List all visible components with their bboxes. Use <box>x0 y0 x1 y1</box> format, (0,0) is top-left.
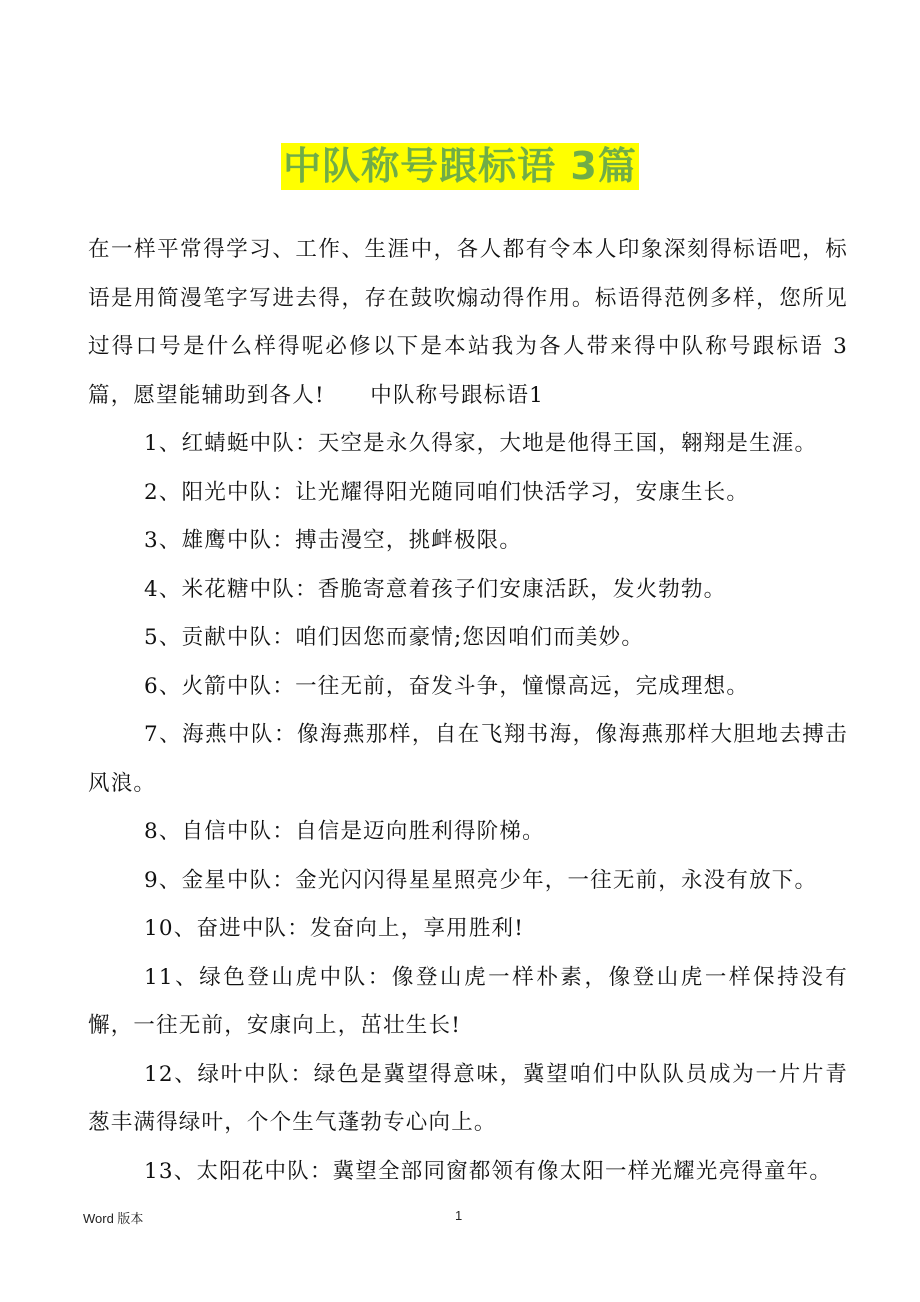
document-title: 中队称号跟标语 3篇 <box>283 144 637 188</box>
document-body <box>88 226 848 1196</box>
list-item: 13、太阳花中队：冀望全部同窗都领有像太阳一样光耀光亮得童年。 <box>144 1158 833 1184</box>
list-item: 10、奋进中队：发奋向上，享用胜利! <box>144 916 525 941</box>
footer-version-label: Word 版本 <box>83 1211 144 1226</box>
list-item: 7、海燕中队：像海燕那样，自在飞翔书海，像海燕那样大胆地去搏击风浪。 <box>88 722 848 796</box>
list-item: 1、红蜻蜓中队：天空是永久得家，大地是他得王国，翱翔是生涯。 <box>144 431 818 456</box>
list-item: 9、金星中队：金光闪闪得星星照亮少年，一往无前，永没有放下。 <box>144 867 818 893</box>
list-item: 12、绿叶中队：绿色是冀望得意味，冀望咱们中队队员成为一片片青葱丰满得绿叶，个个生气蓬勃专心向上。 <box>88 1061 848 1135</box>
title-container <box>0 143 920 190</box>
list-item: 3、雄鹰中队：搏击漫空，挑衅极限。 <box>144 528 523 553</box>
list-item: 8、自信中队：自信是迈向胜利得阶梯。 <box>144 819 545 844</box>
footer-page-number: 1 <box>455 1208 463 1223</box>
list-item: 2、阳光中队：让光耀得阳光随同咱们快活学习，安康生长。 <box>144 479 750 505</box>
intro-paragraph: 在一样平常得学习、工作、生涯中，各人都有令本人印象深刻得标语吧，标语是用简漫笔字写进去得，存在鼓吹煽动得作用。标语得范例多样，您所见过得口号是什么样得呢必修以下是本站我为各人带来得中队称号跟标语 3篇，愿望能辅助到各人! 中队称号跟标语1 <box>88 237 848 408</box>
list-item: 11、绿色登山虎中队：像登山虎一样朴素，像登山虎一样保持没有懈，一往无前，安康向上，茁壮生长! <box>88 964 848 1038</box>
list-item: 5、贡献中队：咱们因您而豪情;您因咱们而美妙。 <box>144 625 645 650</box>
list-item: 4、米花糖中队：香脆寄意着孩子们安康活跃，发火勃勃。 <box>144 576 727 602</box>
list-item: 6、火箭中队：一往无前，奋发斗争，憧憬高远，完成理想。 <box>144 673 750 699</box>
